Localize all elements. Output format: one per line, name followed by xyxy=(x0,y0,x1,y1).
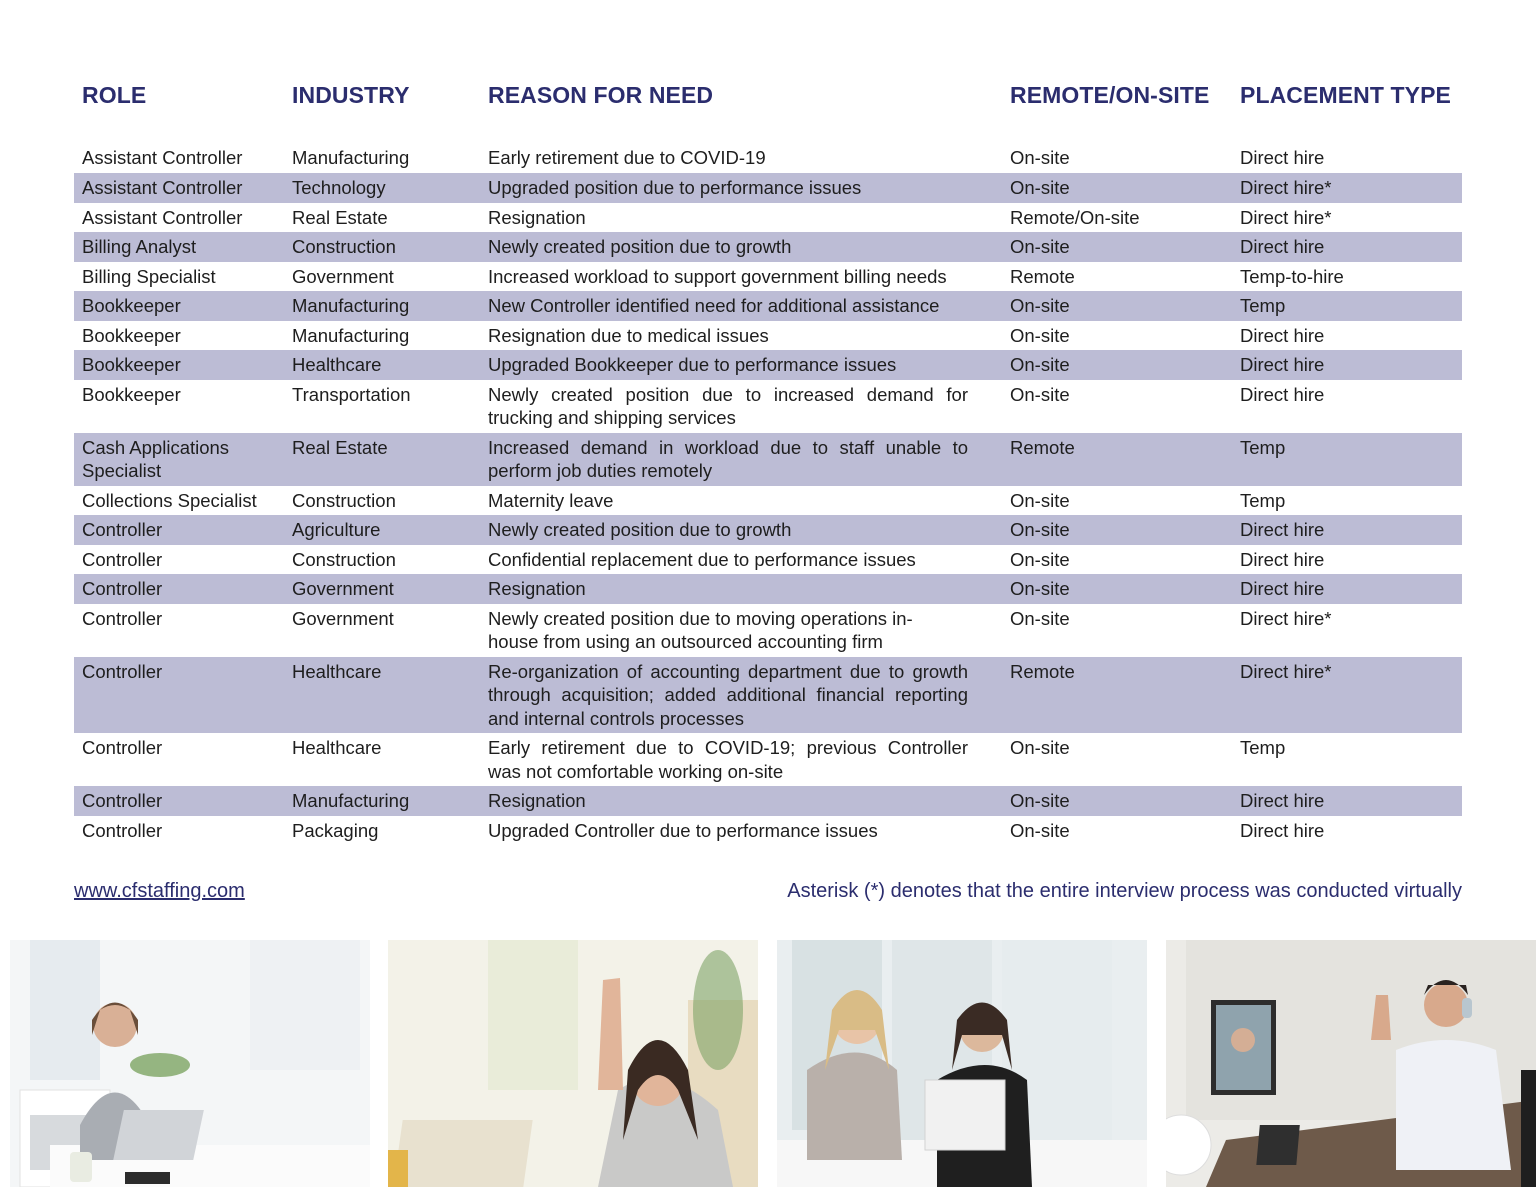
table-row xyxy=(74,786,1462,816)
cell-remote: On-site xyxy=(1010,147,1070,168)
cell-role: Controller xyxy=(82,548,163,570)
cell-reason: Upgraded position due to performance issues xyxy=(488,177,862,198)
table-row xyxy=(74,143,1462,173)
asterisk-footnote: Asterisk (*) denotes that the entire interview process was conducted virtually xyxy=(787,880,1462,902)
table-row xyxy=(74,321,1462,351)
cell-placement: Temp xyxy=(1240,295,1286,316)
cell-placement: Direct hire xyxy=(1240,790,1325,811)
table-row xyxy=(74,657,1462,734)
cell-reason: Confidential replacement due to performance issues xyxy=(488,548,916,570)
cell-industry: Construction xyxy=(292,489,396,511)
cell-reason: Newly created position due to moving operations in-house from using an outsourced accounting firm xyxy=(488,607,913,652)
placements-table xyxy=(74,143,1462,845)
photo-two-women-meeting xyxy=(777,940,1147,1187)
cell-remote: Remote xyxy=(1010,265,1075,287)
cell-industry: Transportation xyxy=(292,383,411,405)
cell-placement: Direct hire* xyxy=(1240,660,1332,682)
cell-industry: Healthcare xyxy=(292,354,382,375)
cell-role: Controller xyxy=(82,737,163,758)
cell-placement: Direct hire xyxy=(1240,383,1325,405)
cell-role: Cash Applications Specialist xyxy=(82,436,230,481)
cell-placement: Direct hire xyxy=(1240,519,1325,540)
cell-remote: On-site xyxy=(1010,790,1070,811)
photo-man-video-call xyxy=(1166,940,1536,1187)
table-row xyxy=(74,604,1462,657)
table-row xyxy=(74,380,1462,433)
table-row xyxy=(74,545,1462,575)
cell-reason: Resignation due to medical issues xyxy=(488,324,769,346)
cell-role: Controller xyxy=(82,790,163,811)
cell-industry: Agriculture xyxy=(292,519,381,540)
cell-remote: On-site xyxy=(1010,324,1070,346)
cell-remote: Remote xyxy=(1010,436,1075,458)
table-header xyxy=(0,82,1536,112)
cell-placement: Direct hire xyxy=(1240,578,1325,599)
cell-role: Billing Specialist xyxy=(82,265,216,287)
cell-role: Controller xyxy=(82,519,163,540)
cell-placement: Direct hire xyxy=(1240,354,1325,375)
cell-placement: Temp xyxy=(1240,489,1286,511)
table-row xyxy=(74,173,1462,203)
cell-reason: Newly created position due to growth xyxy=(488,519,792,540)
cell-remote: On-site xyxy=(1010,737,1070,758)
cell-role: Bookkeeper xyxy=(82,354,181,375)
cell-placement: Temp xyxy=(1240,436,1286,458)
cell-reason: Newly created position due to growth xyxy=(488,236,792,257)
cell-remote: On-site xyxy=(1010,236,1070,257)
cell-remote: On-site xyxy=(1010,819,1070,841)
cell-remote: On-site xyxy=(1010,177,1070,198)
cell-reason: Increased workload to support government billing needs xyxy=(488,265,947,287)
cell-remote: On-site xyxy=(1010,489,1070,511)
cell-industry: Construction xyxy=(292,548,396,570)
cell-role: Controller xyxy=(82,660,163,682)
cell-placement: Direct hire xyxy=(1240,147,1325,168)
table-row xyxy=(74,350,1462,380)
table-row xyxy=(74,232,1462,262)
cell-placement: Temp xyxy=(1240,737,1286,758)
cell-placement: Direct hire* xyxy=(1240,607,1332,629)
cell-reason: Resignation xyxy=(488,578,586,599)
cell-reason: New Controller identified need for additional assistance xyxy=(488,295,940,316)
header-remote: REMOTE/ON-SITE xyxy=(1010,82,1210,108)
cell-role: Billing Analyst xyxy=(82,236,197,257)
cell-role: Collections Specialist xyxy=(82,489,257,511)
cell-reason: Increased demand in workload due to staff unable to perform job duties remotely xyxy=(488,436,968,481)
cell-industry: Healthcare xyxy=(292,660,382,682)
cell-placement: Direct hire xyxy=(1240,236,1325,257)
cell-role: Assistant Controller xyxy=(82,177,243,198)
cell-reason: Resignation xyxy=(488,206,586,228)
cell-reason: Early retirement due to COVID-19 xyxy=(488,147,766,168)
cell-role: Bookkeeper xyxy=(82,383,181,405)
cell-role: Controller xyxy=(82,578,163,599)
table-row xyxy=(74,262,1462,292)
table-row xyxy=(74,203,1462,233)
table-row xyxy=(74,733,1462,786)
cell-reason: Maternity leave xyxy=(488,489,614,511)
header-reason: REASON FOR NEED xyxy=(488,82,714,108)
header-role: ROLE xyxy=(82,82,147,108)
cell-industry: Construction xyxy=(292,236,396,257)
cell-industry: Manufacturing xyxy=(292,147,410,168)
cell-industry: Manufacturing xyxy=(292,790,410,811)
cell-remote: On-site xyxy=(1010,519,1070,540)
cell-reason: Resignation xyxy=(488,790,586,811)
cell-reason: Re-organization of accounting department due to growth through acquisition; added additional financial reporting and internal controls processes xyxy=(488,660,968,729)
cell-role: Assistant Controller xyxy=(82,206,243,228)
cell-placement: Direct hire xyxy=(1240,548,1325,570)
cell-remote: Remote xyxy=(1010,660,1075,682)
cell-role: Controller xyxy=(82,819,163,841)
cell-industry: Manufacturing xyxy=(292,295,410,316)
cell-industry: Real Estate xyxy=(292,206,388,228)
cell-industry: Real Estate xyxy=(292,436,388,458)
photo-woman-on-phone xyxy=(10,940,370,1187)
table-row xyxy=(74,816,1462,846)
cell-remote: On-site xyxy=(1010,354,1070,375)
cell-industry: Government xyxy=(292,607,394,629)
cell-reason: Upgraded Bookkeeper due to performance issues xyxy=(488,354,897,375)
cell-remote: On-site xyxy=(1010,607,1070,629)
cell-remote: On-site xyxy=(1010,578,1070,599)
cell-placement: Direct hire xyxy=(1240,819,1325,841)
cell-role: Bookkeeper xyxy=(82,324,181,346)
website-link[interactable]: www.cfstaffing.com xyxy=(74,880,245,902)
cell-industry: Packaging xyxy=(292,819,379,841)
cell-placement: Direct hire* xyxy=(1240,206,1332,228)
cell-reason: Early retirement due to COVID-19; previous Controller was not comfortable working on-site xyxy=(488,737,968,782)
cell-placement: Direct hire xyxy=(1240,324,1325,346)
cell-role: Assistant Controller xyxy=(82,147,243,168)
header-placement: PLACEMENT TYPE xyxy=(1240,82,1451,108)
cell-industry: Government xyxy=(292,265,394,287)
table-row xyxy=(74,515,1462,545)
cell-role: Bookkeeper xyxy=(82,295,181,316)
cell-industry: Manufacturing xyxy=(292,324,410,346)
table-row xyxy=(74,574,1462,604)
cell-remote: On-site xyxy=(1010,295,1070,316)
cell-reason: Upgraded Controller due to performance issues xyxy=(488,819,878,841)
cell-reason: Newly created position due to increased demand for trucking and shipping services xyxy=(488,383,968,428)
cell-industry: Technology xyxy=(292,177,386,198)
table-row xyxy=(74,433,1462,486)
cell-role: Controller xyxy=(82,607,163,629)
cell-industry: Government xyxy=(292,578,394,599)
cell-remote: Remote/On-site xyxy=(1010,206,1140,228)
cell-placement: Direct hire* xyxy=(1240,177,1332,198)
header-industry: INDUSTRY xyxy=(292,82,410,108)
table-row xyxy=(74,486,1462,516)
cell-remote: On-site xyxy=(1010,383,1070,405)
cell-placement: Temp-to-hire xyxy=(1240,265,1344,287)
cell-industry: Healthcare xyxy=(292,737,382,758)
cell-remote: On-site xyxy=(1010,548,1070,570)
photo-woman-celebrating xyxy=(388,940,758,1187)
table-row xyxy=(74,291,1462,321)
